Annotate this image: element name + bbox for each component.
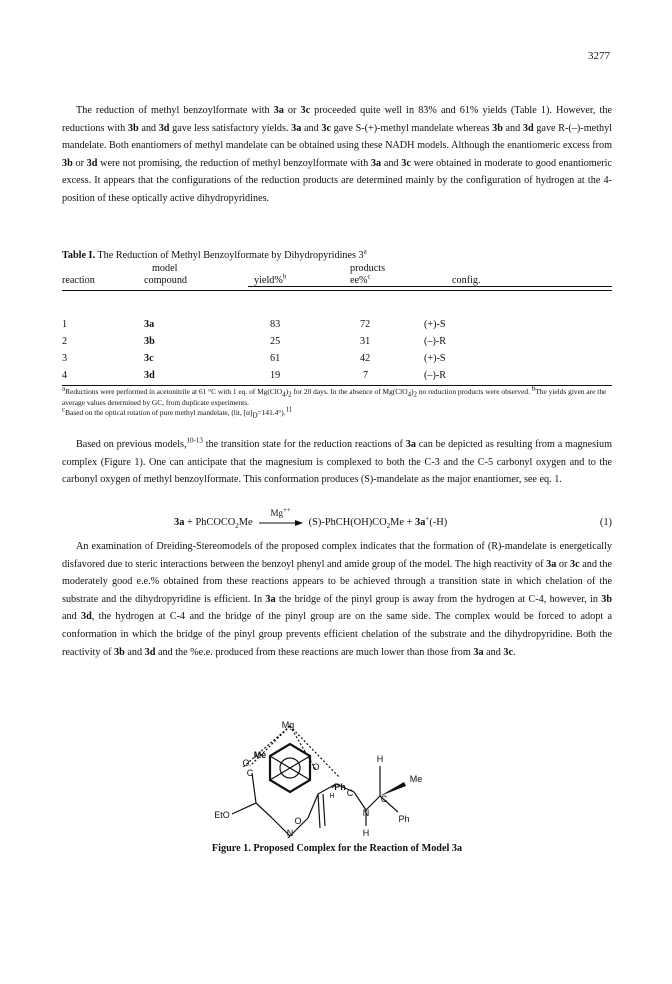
header-reaction: reaction bbox=[62, 275, 95, 286]
o-label-1: O bbox=[242, 758, 250, 768]
n-label-2: N bbox=[286, 828, 294, 838]
footnote-c: $^c$Based on the optical rotation of pure methyl mandelate, (lit, $[\alpha]_D=141.4^\circ).^{11}$ bbox=[62, 405, 293, 420]
ph-label-1: Ph bbox=[334, 782, 346, 792]
table-row: 3 3c 61 42 (+)-S bbox=[62, 353, 446, 364]
header-ee: ee%$^c$ bbox=[350, 272, 371, 286]
equation-number: (1) bbox=[599, 517, 612, 528]
me-label-2: Me bbox=[409, 774, 423, 784]
header-config: config. bbox=[452, 275, 481, 286]
c-label-3: C bbox=[380, 794, 388, 804]
table-caption: Table I. The Reduction of Methyl Benzoylformate by Dihydropyridines 3$^a$ bbox=[62, 247, 367, 261]
table-row: 1 3a 83 72 (+)-S bbox=[62, 319, 446, 330]
header-products: products bbox=[350, 263, 386, 274]
header-model: model bbox=[152, 263, 178, 274]
o-label-2: O bbox=[312, 762, 320, 772]
c-label-2: C bbox=[346, 788, 354, 798]
n-label-1: N bbox=[362, 808, 370, 818]
complex-structure-figure bbox=[190, 718, 480, 838]
paragraph-intro: The reduction of methyl benzoylformate with 3a or 3c proceeded quite well in 83% and 61% yields (Table 1). However, the reductions with 3b and 3d gave less satisfactory yields. 3a and 3c gave S-(+)-methyl mandelate whereas 3b and 3d gave R-(–)-methyl mandelate. Both enantiomers of methyl mandelate can be obtained using these NADH models. Although the enantiomeric excess from 3b or 3d were not promising, the reduction of methyl benzoylformate with 3a and 3c were obtained in moderate to good enantiomeric excess. It appears that the configurations of the reduction products are determined mainly by the configuration of hydrogen at the 4-position of these optically active dihydropyridines. bbox=[62, 105, 612, 204]
page-number: 3277 bbox=[588, 50, 610, 62]
table-row: 4 3d 19 7 (–)-R bbox=[62, 370, 447, 381]
h-label-1: H bbox=[329, 793, 335, 800]
o-label-3: O bbox=[294, 816, 302, 826]
reaction-arrow: Mg++ bbox=[259, 517, 303, 528]
c-label-1: C bbox=[246, 768, 254, 778]
h-label-3: H bbox=[362, 828, 370, 838]
header-yield: yield%$^b$ bbox=[254, 272, 287, 286]
footnote-a: $^a$Reductions were performed in acetonitrile at 61 °C with 1 eq. of $Mg(ClO_4)_2$ for 20 days. In the absence of $Mg(ClO_4)_2$ no reduction products were observed. $^b$The yields given are the average values determined by GC, from duplicate experiments. bbox=[62, 384, 607, 407]
paragraph-transition-state: Based on previous models,$^{10-13}$ the transition state for the reduction reactions of 3a can be depicted as resulting from a magnesium complex (Figure 1). One can anticipate that the magnesium is complexed to both the C-3 and the C-5 carbonyl oxygen and to the carbonyl oxygen of methyl benzoylformate. This conformation produces (S)-mandelate as the major enantiomer, see eq. 1. bbox=[62, 436, 612, 486]
figure-caption: Figure 1. Proposed Complex for the Reaction of Model 3a bbox=[211, 843, 463, 854]
h-label-2: H bbox=[376, 754, 384, 764]
eto-label: EtO bbox=[214, 810, 230, 820]
ph-label-2: Ph bbox=[398, 814, 410, 824]
equation-1: 3a + PhCOCO$_2$Me Mg++ $(S)-PhCH(OH)CO_2Me + 3a^+(-H)$ (1) bbox=[174, 506, 612, 531]
mg-label: Mg bbox=[281, 720, 295, 730]
results-table bbox=[62, 263, 612, 381]
me-label: Me bbox=[253, 750, 267, 760]
paragraph-dreiding: An examination of Dreiding-Stereomodels of the proposed complex indicates that the formation of (R)-mandelate is energetically disfavored due to steric interactions between the benzoyl phenyl and amide group of the model. The high reactivity of 3a or 3c and the moderately good e.e.% obtained from these reactions appears to be achieved through a transition state in which chelation of the substrate and the dihydropyridine is efficient. In 3a the bridge of the pinyl group is away from the hydrogen at C-4, however, in 3b and 3d, the hydrogen at C-4 and the bridge of the pinyl group are on the same side. The complex would be forced to adopt a conformation in which the bridge of the pinyl group prevents efficient chelation of the substrate and the dihydropyridine. Both the reactivity of 3b and 3d and the %e.e. produced from these reactions are much lower than those from 3a and 3c. bbox=[62, 541, 613, 658]
header-compound: compound bbox=[144, 275, 188, 286]
table-footnotes bbox=[62, 384, 612, 420]
table-row: 2 3b 25 31 (–)-R bbox=[62, 336, 447, 347]
